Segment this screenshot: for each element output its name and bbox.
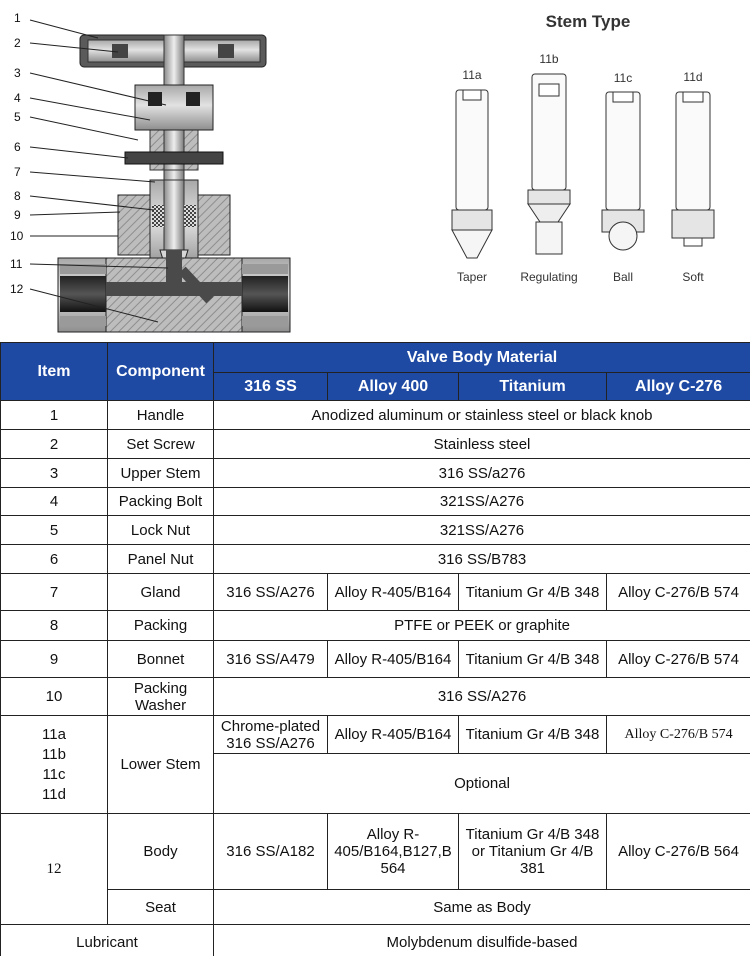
table-row — [1, 611, 750, 641]
material-cell: 316 SS/A182 — [214, 814, 328, 890]
material-cell: Titanium Gr 4/B 348 — [459, 641, 607, 678]
callout-6: 6 — [14, 140, 21, 154]
material-cell: 316 SS/a276 — [214, 459, 750, 488]
table-row — [1, 516, 750, 545]
stem-code-11b: 11b — [539, 52, 559, 66]
material-cell: PTFE or PEEK or graphite — [214, 611, 750, 641]
material-cell: Titanium Gr 4/B 348 — [459, 716, 607, 754]
material-cell: 316 SS/A479 — [214, 641, 328, 678]
stem-name-soft: Soft — [682, 270, 704, 284]
stem-code-11c: 11c — [613, 71, 633, 85]
component-cell: Lower Stem — [108, 716, 214, 814]
table-row — [1, 925, 750, 956]
material-cell: 316 SS/A276 — [214, 678, 750, 716]
lubricant-label-cell: Lubricant — [1, 925, 214, 956]
callout-3: 3 — [14, 66, 21, 80]
stem-name-taper: Taper — [456, 270, 488, 284]
callout-11: 11 — [10, 257, 23, 271]
component-cell: Bonnet — [108, 641, 214, 678]
material-cell: Titanium Gr 4/B 348 or Titanium Gr 4/B 381 — [459, 814, 607, 890]
material-cell: Alloy C-276/B 564 — [607, 814, 750, 890]
material-cell: 316 SS/B783 — [214, 545, 750, 574]
header-material-316ss: 316 SS — [214, 373, 328, 401]
header-item: Item — [1, 343, 108, 401]
table-row — [1, 545, 750, 574]
component-cell: Set Screw — [108, 430, 214, 459]
material-cell: 316 SS/A276 — [214, 574, 328, 611]
material-cell: Alloy C-276/B 574 — [607, 641, 750, 678]
component-cell: Handle — [108, 401, 214, 430]
stem-code-11a: 11a — [462, 68, 482, 82]
header-valve-body-material: Valve Body Material — [214, 343, 750, 373]
valve-body-part — [58, 250, 290, 332]
material-cell: Alloy R-405/B164 — [328, 716, 459, 754]
stem-type-illustration — [420, 0, 750, 300]
component-cell: Gland — [108, 574, 214, 611]
material-cell: Alloy R-405/B164,B127,B 564 — [328, 814, 459, 890]
callout-7: 7 — [14, 165, 21, 179]
header-material-alloy-400: Alloy 400 — [328, 373, 459, 401]
table-row — [1, 430, 750, 459]
material-cell: Stainless steel — [214, 430, 750, 459]
valve-cross-section-diagram — [0, 0, 300, 340]
material-cell: 321SS/A276 — [214, 516, 750, 545]
callout-4: 4 — [14, 91, 21, 105]
material-cell: Same as Body — [214, 890, 750, 925]
material-cell: Chrome-plated 316 SS/A276 — [214, 716, 328, 754]
item-cell: 3 — [1, 459, 108, 488]
packing-bolt-part — [135, 85, 213, 130]
table-row — [1, 488, 750, 516]
stem-type-title: Stem Type — [545, 12, 631, 31]
material-cell: Anodized aluminum or stainless steel or black knob — [214, 401, 750, 430]
header-component: Component — [108, 343, 214, 401]
stem-11c-ball — [602, 71, 644, 284]
material-cell: Molybdenum disulfide-based — [214, 925, 750, 956]
item-cell: 5 — [1, 516, 108, 545]
stem-11a-taper — [452, 68, 492, 284]
table-row — [1, 678, 750, 716]
callout-10: 10 — [10, 229, 24, 243]
component-cell: Upper Stem — [108, 459, 214, 488]
item-cell: 7 — [1, 574, 108, 611]
table-row — [1, 401, 750, 430]
material-cell-optional: Optional — [214, 754, 750, 814]
callout-5: 5 — [14, 110, 21, 124]
material-cell: Alloy C-276/B 574 — [607, 574, 750, 611]
component-cell: Packing Washer — [108, 678, 214, 716]
item-cell: 10 — [1, 678, 108, 716]
callout-2: 2 — [14, 36, 21, 50]
stem-name-regulating: Regulating — [520, 270, 578, 284]
callout-12: 12 — [10, 282, 24, 296]
item-cell: 1 — [1, 401, 108, 430]
item-cell: 4 — [1, 488, 108, 516]
material-cell: 321SS/A276 — [214, 488, 750, 516]
item-11d: 11d — [42, 785, 66, 803]
callout-9: 9 — [14, 208, 21, 222]
item-11b: 11b — [42, 745, 66, 763]
item-cell: 12 — [1, 814, 108, 925]
header-material-alloy-c276: Alloy C-276 — [607, 373, 750, 401]
stem-name-ball: Ball — [612, 270, 634, 284]
component-cell: Panel Nut — [108, 545, 214, 574]
component-cell: Seat — [108, 890, 214, 925]
item-cell-lower-stem — [1, 716, 108, 814]
item-cell: 6 — [1, 545, 108, 574]
component-cell: Lock Nut — [108, 516, 214, 545]
material-cell: Titanium Gr 4/B 348 — [459, 574, 607, 611]
item-cell: 9 — [1, 641, 108, 678]
table-row — [1, 890, 750, 925]
stem-11d-soft — [672, 70, 714, 284]
callout-1: 1 — [14, 11, 21, 25]
material-cell: Alloy R-405/B164 — [328, 641, 459, 678]
materials-table — [0, 342, 750, 956]
callout-8: 8 — [14, 189, 21, 203]
header-material-titanium: Titanium — [459, 373, 607, 401]
table-row — [1, 574, 750, 611]
stem-code-11d: 11d — [683, 70, 703, 84]
table-row — [1, 814, 750, 890]
item-11c: 11c — [42, 765, 66, 783]
component-cell: Packing — [108, 611, 214, 641]
panel-nut-part — [125, 152, 223, 164]
table-row — [1, 459, 750, 488]
component-cell: Packing Bolt — [108, 488, 214, 516]
material-cell: Alloy R-405/B164 — [328, 574, 459, 611]
table-row — [1, 641, 750, 678]
item-11a: 11a — [42, 725, 66, 743]
component-cell: Body — [108, 814, 214, 890]
item-cell: 2 — [1, 430, 108, 459]
stem-11b-regulating — [520, 52, 577, 284]
item-cell: 8 — [1, 611, 108, 641]
table-row — [1, 716, 750, 754]
material-cell: Alloy C-276/B 574 — [607, 716, 750, 754]
